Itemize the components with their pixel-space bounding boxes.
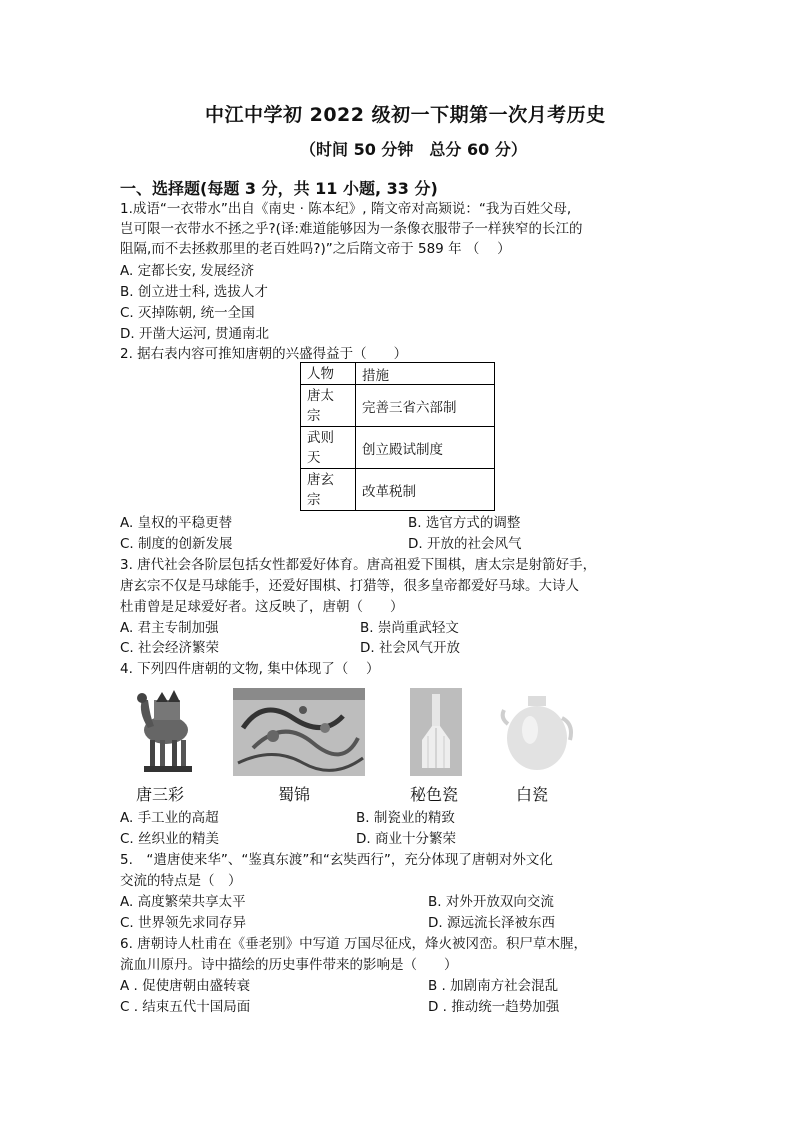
- white-porcelain-jar-icon: [500, 688, 574, 776]
- q3-option-b: B. 崇尚重武轻文: [360, 620, 459, 636]
- tang-sancai-camel-icon: [128, 688, 200, 776]
- q6-stem-line: 6. 唐朝诗人杜甫在《垂老别》中写道 万国尽征戍，烽火被冈峦。积尸草木腥，: [120, 936, 587, 952]
- table-cell-measure: 改革税制: [356, 469, 495, 511]
- q3-option-c: C. 社会经济繁荣: [120, 640, 220, 656]
- table-cell-person: [301, 469, 356, 511]
- q1-stem-line: 1.成语“一衣带水”出自《南史 · 陈本纪》, 隋文帝对高颎说：“我为百姓父母,: [120, 201, 572, 217]
- q1-option-b: B. 创立进士科, 选拔人才: [120, 284, 268, 300]
- q6-option-c: C . 结束五代十国局面: [120, 999, 251, 1015]
- person-line: 唐玄: [307, 471, 334, 488]
- q5-option-b: B. 对外开放双向交流: [428, 894, 554, 910]
- table-row: [301, 469, 495, 511]
- measures-table: [300, 362, 495, 511]
- page-subtitle: （时间 50 分钟 总分 60 分）: [300, 140, 527, 159]
- q5-option-d: D. 源远流长泽被东西: [428, 915, 555, 931]
- person-line: 武则: [307, 429, 334, 446]
- shu-brocade-icon: [233, 688, 365, 776]
- table-cell-person: [301, 427, 356, 469]
- caption-celadon: 秘色瓷: [410, 785, 459, 804]
- q5-option-c: C. 世界领先求同存异: [120, 915, 247, 931]
- q2-option-c: C. 制度的创新发展: [120, 536, 233, 552]
- celadon-vase-icon: [410, 688, 462, 776]
- person-line: 宗: [307, 491, 321, 508]
- q2-stem: 2. 据右表内容可推知唐朝的兴盛得益于（ ）: [120, 346, 408, 362]
- q6-option-d: D . 推动统一趋势加强: [428, 999, 560, 1015]
- q5-stem-line: 交流的特点是（ ）: [120, 873, 242, 889]
- q1-option-c: C. 灭掉陈朝, 统一全国: [120, 305, 255, 321]
- table-row: [301, 385, 495, 427]
- q6-option-b: B . 加剧南方社会混乱: [428, 978, 559, 994]
- q2-option-a: A. 皇权的平稳更替: [120, 515, 233, 531]
- q3-stem-line: 唐玄宗不仅是马球能手，还爱好围棋、打猎等，很多皇帝都爱好马球。大诗人: [120, 578, 579, 594]
- person-line: 宗: [307, 407, 321, 424]
- q3-option-a: A. 君主专制加强: [120, 620, 219, 636]
- q4-option-d: D. 商业十分繁荣: [356, 831, 456, 847]
- q3-stem-line: 杜甫曾是足球爱好者。这反映了，唐朝（ ）: [120, 599, 404, 615]
- table-cell-measure: 创立殿试制度: [356, 427, 495, 469]
- q4-option-a: A. 手工业的高超: [120, 810, 219, 826]
- q3-stem-line: 3. 唐代社会各阶层包括女性都爱好体育。唐高祖爱下围棋，唐太宗是射箭好手，: [120, 557, 597, 573]
- q1-stem-line: 岂可限一衣带水不拯之乎?(译:难道能够因为一条像衣服带子一样狭窄的长江的: [120, 221, 583, 237]
- q1-option-d: D. 开凿大运河, 贯通南北: [120, 326, 270, 342]
- q4-option-b: B. 制瓷业的精致: [356, 810, 455, 826]
- table-header-row: [301, 363, 495, 385]
- table-cell-measure: 完善三省六部制: [356, 385, 495, 427]
- table-row: [301, 427, 495, 469]
- caption-tang-sancai: 唐三彩: [136, 785, 185, 804]
- q3-option-d: D. 社会风气开放: [360, 640, 460, 656]
- q2-option-d: D. 开放的社会风气: [408, 536, 522, 552]
- q5-option-a: A. 高度繁荣共享太平: [120, 894, 246, 910]
- q4-option-c: C. 丝织业的精美: [120, 831, 220, 847]
- q1-option-a: A. 定都长安, 发展经济: [120, 263, 255, 279]
- q2-option-b: B. 选官方式的调整: [408, 515, 521, 531]
- q6-stem-line: 流血川原丹。诗中描绘的历史事件带来的影响是（ ）: [120, 957, 458, 973]
- table-header-person: 人物: [301, 363, 356, 385]
- q4-stem: 4. 下列四件唐朝的文物, 集中体现了（ ）: [120, 661, 380, 677]
- q1-stem-line: 阻隔,而不去拯救那里的老百姓吗?)”之后隋文帝于 589 年 （ ）: [120, 241, 511, 257]
- section-heading: 一、选择题(每题 3 分，共 11 小题, 33 分): [120, 179, 438, 198]
- person-line: 唐太: [307, 387, 334, 404]
- q5-stem-line: 5. “遣唐使来华”、“鉴真东渡”和“玄奘西行”，充分体现了唐朝对外文化: [120, 852, 553, 868]
- person-line: 天: [307, 449, 321, 466]
- caption-shu-brocade: 蜀锦: [278, 785, 311, 804]
- table-header-measure: 措施: [356, 363, 495, 385]
- q6-option-a: A . 促使唐朝由盛转衰: [120, 978, 251, 994]
- caption-white-porcelain: 白瓷: [516, 785, 549, 804]
- table-cell-person: [301, 385, 356, 427]
- page-title: 中江中学初 2022 级初一下期第一次月考历史: [205, 104, 606, 126]
